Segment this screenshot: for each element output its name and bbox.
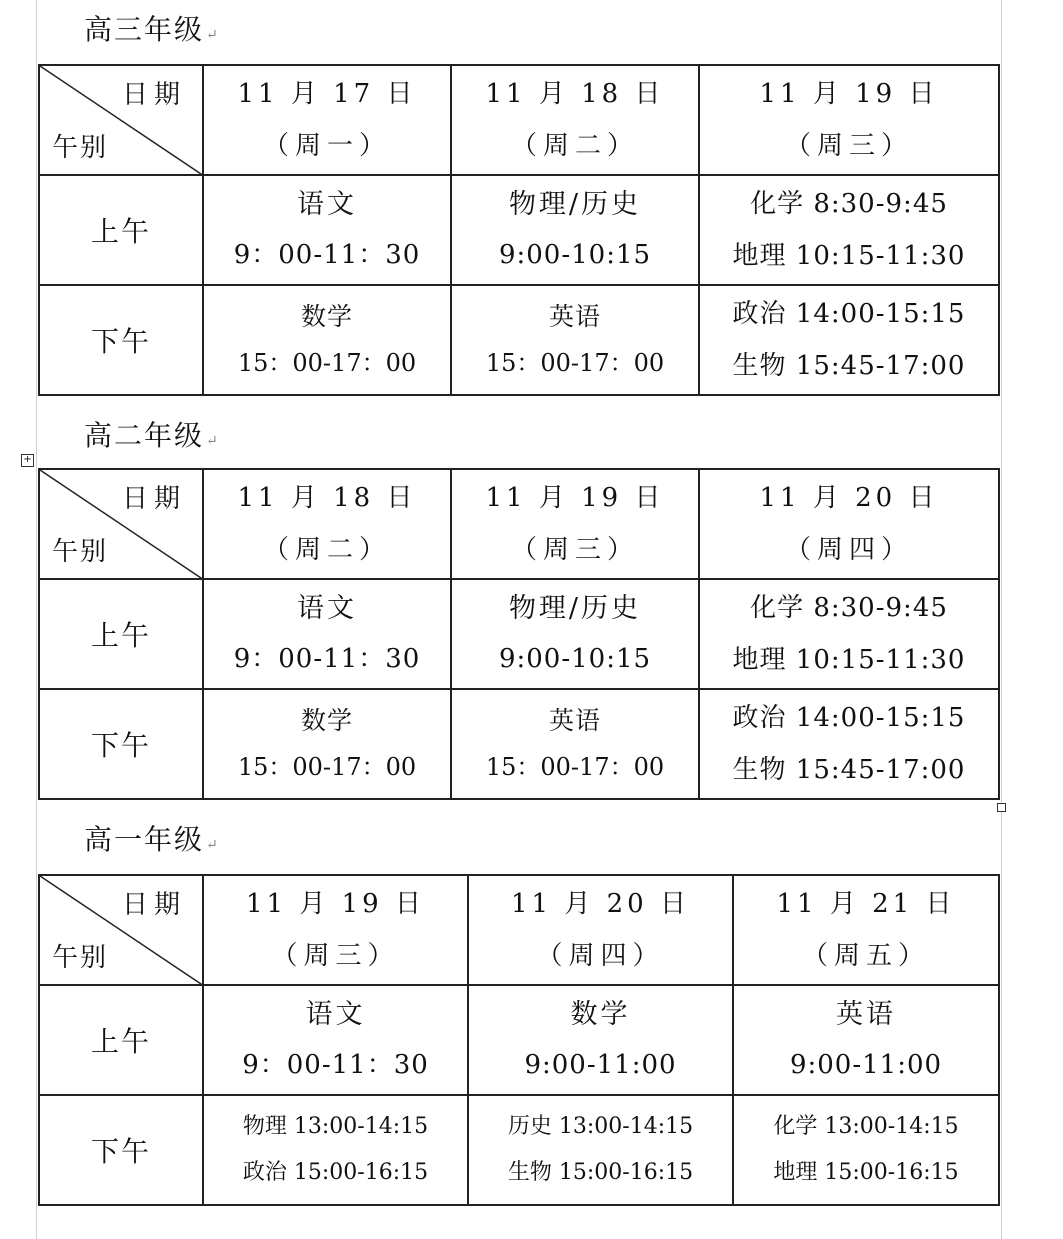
- day-week: （周五）: [801, 941, 930, 971]
- exam-subject: 英语: [836, 999, 896, 1030]
- exam-cell: [699, 579, 999, 689]
- row-label-afternoon: 下午: [39, 285, 203, 395]
- exam-entry: 生物 15:00-16:15: [507, 1160, 694, 1185]
- exam-cell: [203, 1095, 468, 1205]
- row-label-afternoon: 下午: [39, 1095, 203, 1205]
- table-header-row: [39, 469, 999, 579]
- day-header-cell: [699, 65, 999, 175]
- exam-time: 9:00-11:00: [524, 1050, 677, 1080]
- day-header-cell: [451, 65, 699, 175]
- day-date: 11 月 19 日: [759, 79, 939, 109]
- exam-entry: 地理 15:00-16:15: [773, 1160, 959, 1185]
- grade-title-senior3: 高三年级 ↵: [84, 8, 220, 48]
- exam-subject: 物理/历史: [508, 593, 642, 624]
- header-date-label: 日期: [121, 890, 186, 920]
- day-week: （周四）: [784, 535, 913, 565]
- header-period-label: 午别: [52, 133, 109, 163]
- diagonal-header-cell: [39, 469, 203, 579]
- exam-time: 15：00-17：00: [237, 349, 417, 377]
- exam-cell: [451, 579, 699, 689]
- day-date: 11 月 18 日: [237, 483, 417, 513]
- day-week: （周三）: [271, 941, 400, 971]
- exam-entry: 物理 13:00-14:15: [242, 1114, 429, 1139]
- day-date: 11 月 20 日: [759, 483, 939, 513]
- exam-entry: 历史 13:00-14:15: [507, 1114, 694, 1139]
- exam-subject: 语文: [297, 189, 357, 220]
- exam-cell: [699, 285, 999, 395]
- exam-cell: [203, 579, 451, 689]
- day-header-cell: [699, 469, 999, 579]
- day-date: 11 月 19 日: [246, 889, 425, 919]
- exam-entry: 化学 8:30-9:45: [750, 593, 948, 623]
- table-header-row: [39, 875, 999, 985]
- exam-entry: 地理 10:15-11:30: [732, 241, 966, 271]
- day-date: 11 月 21 日: [776, 889, 956, 919]
- page-margin-right: [1001, 0, 1002, 1239]
- exam-subject: 数学: [300, 706, 353, 735]
- exam-entry: 化学 8:30-9:45: [750, 189, 948, 219]
- table-header-row: [39, 65, 999, 175]
- exam-time: 15：00-17：00: [485, 753, 665, 781]
- morning-row: [39, 175, 999, 285]
- day-header-cell: [203, 65, 451, 175]
- grade-title-senior2: 高二年级 ↵: [84, 414, 220, 454]
- exam-entry: 生物 15:45-17:00: [732, 351, 966, 381]
- schedule-table-senior3: [38, 64, 1000, 396]
- exam-cell: [203, 175, 451, 285]
- day-date: 11 月 17 日: [237, 79, 417, 109]
- exam-time: 15：00-17：00: [485, 349, 665, 377]
- exam-time: 9:00-10:15: [498, 240, 652, 270]
- afternoon-row: [39, 1095, 999, 1205]
- row-label-morning: 上午: [39, 175, 203, 285]
- exam-entry: 政治 14:00-15:15: [732, 299, 966, 329]
- exam-cell: [468, 985, 733, 1095]
- exam-cell: [451, 285, 699, 395]
- day-header-cell: [468, 875, 733, 985]
- exam-cell: [451, 689, 699, 799]
- diagonal-header-cell: [39, 875, 203, 985]
- day-header-cell: [203, 875, 468, 985]
- exam-entry: 地理 10:15-11:30: [732, 645, 966, 675]
- exam-subject: 数学: [300, 302, 353, 331]
- day-week: （周三）: [510, 535, 639, 565]
- header-period-label: 午别: [52, 537, 109, 567]
- exam-cell: [699, 175, 999, 285]
- exam-subject: 物理/历史: [508, 189, 642, 220]
- exam-entry: 生物 15:45-17:00: [732, 755, 966, 785]
- day-header-cell: [733, 875, 999, 985]
- header-period-label: 午别: [52, 943, 109, 973]
- exam-cell: [203, 285, 451, 395]
- schedule-table-senior2: [38, 468, 1000, 800]
- table-move-handle-icon[interactable]: +: [21, 454, 34, 467]
- diagonal-header-cell: [39, 65, 203, 175]
- header-date-label: 日期: [121, 484, 186, 514]
- day-date: 11 月 20 日: [511, 889, 690, 919]
- exam-cell: [203, 985, 468, 1095]
- row-label-morning: 上午: [39, 985, 203, 1095]
- grade-title-senior1: 高一年级 ↵: [84, 818, 220, 858]
- row-label-morning: 上午: [39, 579, 203, 689]
- exam-entry: 政治 14:00-15:15: [732, 703, 966, 733]
- header-date-label: 日期: [121, 80, 186, 110]
- page-margin-left: [36, 0, 37, 1239]
- day-header-cell: [203, 469, 451, 579]
- exam-subject: 英语: [548, 302, 601, 331]
- day-week: （周四）: [536, 941, 665, 971]
- exam-cell: [451, 175, 699, 285]
- table-resize-handle[interactable]: [997, 803, 1006, 812]
- day-date: 11 月 18 日: [485, 79, 665, 109]
- exam-subject: 语文: [297, 593, 357, 624]
- exam-time: 9:00-11:00: [789, 1050, 943, 1080]
- exam-subject: 语文: [305, 999, 366, 1030]
- exam-cell: [203, 689, 451, 799]
- exam-time: 9：00-11：30: [233, 240, 421, 270]
- exam-cell: [468, 1095, 733, 1205]
- row-label-afternoon: 下午: [39, 689, 203, 799]
- exam-time: 15：00-17：00: [237, 753, 417, 781]
- exam-cell: [699, 689, 999, 799]
- exam-subject: 英语: [548, 706, 601, 735]
- exam-time: 9:00-10:15: [498, 644, 652, 674]
- exam-entry: 化学 13:00-14:15: [773, 1114, 959, 1139]
- morning-row: [39, 579, 999, 689]
- exam-cell: [733, 985, 999, 1095]
- day-week: （周二）: [262, 535, 391, 565]
- afternoon-row: [39, 285, 999, 395]
- day-week: （周二）: [510, 131, 639, 161]
- day-header-cell: [451, 469, 699, 579]
- day-week: （周一）: [262, 131, 391, 161]
- exam-subject: 数学: [570, 999, 631, 1030]
- day-date: 11 月 19 日: [485, 483, 665, 513]
- morning-row: [39, 985, 999, 1095]
- afternoon-row: [39, 689, 999, 799]
- exam-time: 9：00-11：30: [233, 644, 421, 674]
- exam-time: 9：00-11：30: [242, 1050, 429, 1080]
- schedule-table-senior1: [38, 874, 1000, 1206]
- exam-entry: 政治 15:00-16:15: [242, 1160, 429, 1185]
- day-week: （周三）: [784, 131, 913, 161]
- exam-cell: [733, 1095, 999, 1205]
